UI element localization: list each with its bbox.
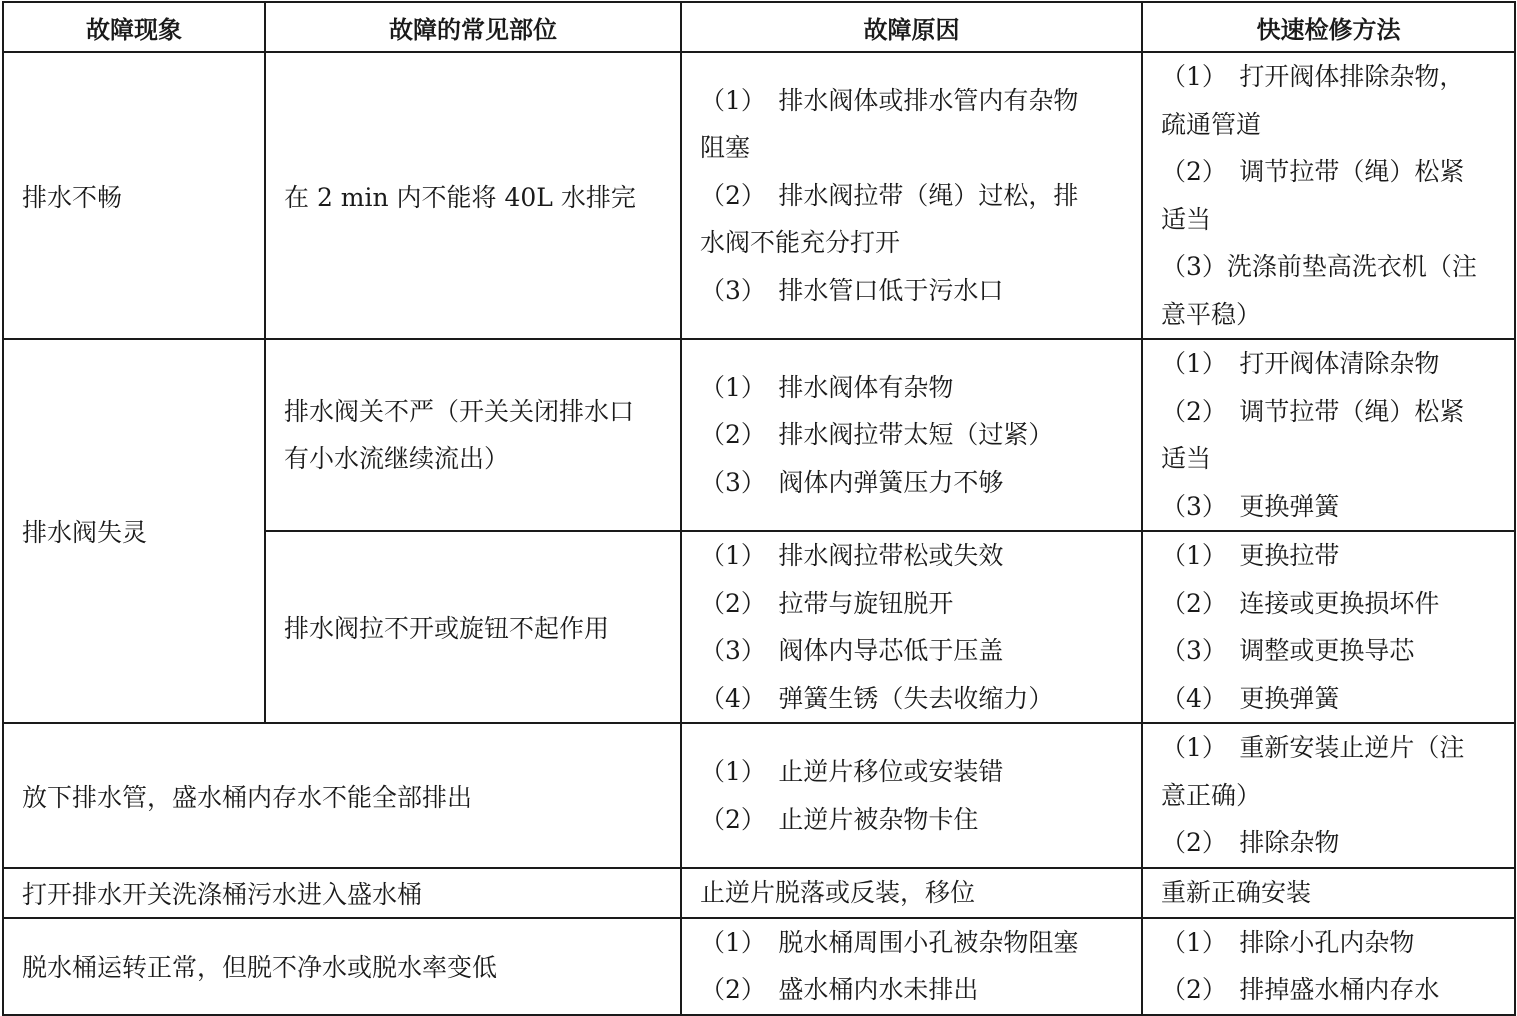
fix-line: （2） 调节拉带（绳）松紧 [1161,396,1465,426]
cause-line: （1） 排水阀拉带松或失效 [700,541,1004,570]
cause-cell [681,52,1142,339]
fix-line: （3） 调整或更换导芯 [1161,636,1415,665]
fault-table [2,1,1516,1016]
cause-line: （1） 脱水桶周围小孔被杂物阻塞 [700,927,1079,957]
cause-cell [681,918,1142,1015]
cause-line: （2） 排水阀拉带（绳）过松，排 [700,180,1079,210]
symptom-cell [3,918,681,1015]
location-cell [265,52,681,339]
cause-line: （1） 排水阀体或排水管内有杂物 [700,85,1079,115]
fix-line: （3） 更换弹簧 [1161,491,1340,521]
symptom-cell [3,868,681,918]
location-text: 排水阀拉不开或旋钮不起作用 [284,614,610,643]
fix-cell [1142,723,1515,868]
cause-line: （2） 拉带与旋钮脱开 [700,588,954,618]
fix-line: （4） 更换弹簧 [1161,683,1340,713]
header-symptom: 故障现象 [3,2,265,52]
cause-line: 阻塞 [700,133,751,163]
header-fix: 快速检修方法 [1142,2,1515,52]
symptom-text: 脱水桶运转正常，但脱不净水或脱水率变低 [22,953,498,982]
fix-cell [1142,52,1515,339]
header-cause: 故障原因 [681,2,1142,52]
fix-line: （2） 连接或更换损坏件 [1161,588,1440,618]
header-location: 故障的常见部位 [265,2,681,52]
cause-line: （3） 阀体内导芯低于压盖 [700,636,1004,665]
header-row [3,2,1515,52]
symptom-cell [3,339,265,723]
cause-line: （4） 弹簧生锈（失去收缩力） [700,683,1054,713]
cause-cell [681,723,1142,868]
table-row [3,52,1515,339]
cause-line: （1） 排水阀体有杂物 [700,372,954,402]
cause-line: （1） 止逆片移位或安装错 [700,757,1004,786]
cause-cell [681,531,1142,723]
fix-line: （1） 打开阀体排除杂物， [1161,62,1465,91]
fix-line: （1） 打开阀体清除杂物 [1161,349,1440,378]
symptom-text: 排水阀失灵 [22,518,148,547]
fix-line: 适当 [1161,204,1212,234]
fix-cell [1142,339,1515,531]
location-cell [265,531,681,723]
cause-line: （2） 止逆片被杂物卡住 [700,804,979,834]
symptom-text: 排水不畅 [22,182,123,212]
table-row [3,723,1515,868]
symptom-text: 放下排水管，盛水桶内存水不能全部排出 [22,782,473,812]
cause-line: 止逆片脱落或反装，移位 [700,878,976,907]
fix-line: 意正确） [1161,780,1262,810]
fix-line: （1） 更换拉带 [1161,541,1340,570]
location-line: 有小水流继续流出） [284,444,510,473]
location-cell [265,339,681,531]
cause-cell [681,339,1142,531]
cause-line: 水阀不能充分打开 [700,228,901,258]
fix-line: （1） 排除小孔内杂物 [1161,927,1415,957]
cause-line: （2） 排水阀拉带太短（过紧） [700,420,1054,450]
fix-line: 疏通管道 [1161,109,1262,139]
fix-line: （3）洗涤前垫高洗衣机（注 [1161,252,1477,281]
symptom-text: 打开排水开关洗涤桶污水进入盛水桶 [22,879,423,909]
table-row [3,339,1515,531]
fix-line: （2） 排掉盛水桶内存水 [1161,975,1440,1004]
fix-cell [1142,918,1515,1015]
fix-line: 意平稳） [1161,299,1262,329]
cause-line: （3） 阀体内弹簧压力不够 [700,467,1004,497]
location-text: 在 2 min 内不能将 40L 水排完 [284,182,636,212]
cause-line: （3） 排水管口低于污水口 [700,275,1004,305]
fix-cell [1142,868,1515,918]
fix-line: 适当 [1161,444,1212,473]
symptom-cell [3,52,265,339]
fix-cell [1142,531,1515,723]
cause-cell [681,868,1142,918]
fix-line: （2） 排除杂物 [1161,828,1340,858]
fix-line: （2） 调节拉带（绳）松紧 [1161,157,1465,186]
table-row [3,868,1515,918]
table-row [3,918,1515,1015]
fix-line: 重新正确安装 [1161,878,1312,907]
location-line: 排水阀关不严（开关关闭排水口 [284,396,635,426]
fix-line: （1） 重新安装止逆片（注 [1161,733,1465,763]
cause-line: （2） 盛水桶内水未排出 [700,975,979,1004]
symptom-cell [3,723,681,868]
